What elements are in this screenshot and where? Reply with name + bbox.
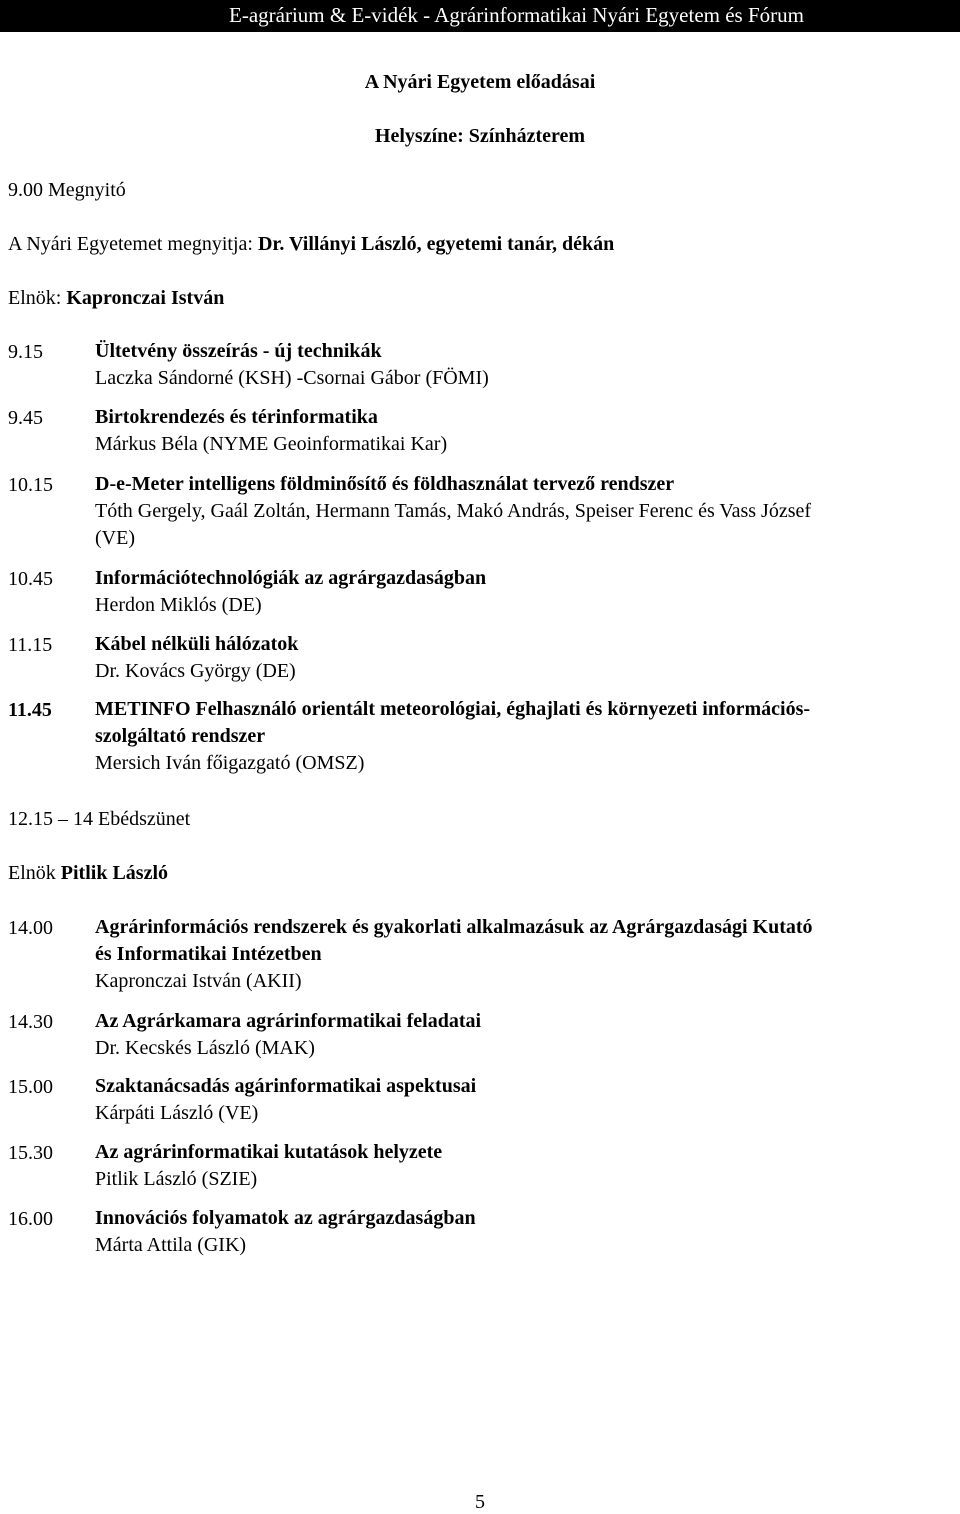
session-title: Az agrárinformatikai kutatások helyzete [95,1141,443,1163]
session-time: 15.00 [8,1076,53,1098]
session-time: 10.15 [8,474,53,496]
header-title: E-agrárium & E-vidék - Agrárinformatikai Nyári Egyetem és Fórum [229,3,804,27]
session-entry [95,1139,442,1193]
main-heading: A Nyári Egyetem előadásai [364,71,596,93]
session-time: 9.15 [8,341,43,363]
session-entry [95,696,810,777]
session-time: 15.30 [8,1142,53,1164]
chair-line-2 [8,861,168,885]
session-speaker: Herdon Miklós (DE) [95,594,262,616]
session-title: Ültetvény összeírás - új technikák [95,340,382,362]
chair-name: Pitlik László [60,862,169,884]
session-entry [95,471,811,552]
opening-time: 9.00 Megnyitó [8,179,126,201]
session-title: Az Agrárkamara agrárinformatikai feladatai [95,1010,482,1032]
session-speaker: Dr. Kecskés László (MAK) [95,1037,315,1059]
session-entry [95,338,489,392]
session-entry [95,1205,476,1259]
session-time: 11.45 [8,699,52,721]
chair-name: Kapronczai István [66,287,225,309]
session-time: 10.45 [8,568,53,590]
session-time: 14.00 [8,917,53,939]
session-entry [95,565,486,619]
chair-line-1 [8,286,224,310]
session-time: 14.30 [8,1011,53,1033]
session-time: 11.15 [8,634,53,656]
session-title: METINFO Felhasználó orientált meteorológiai, éghajlati és környezeti információs- [95,698,811,720]
session-entry [95,914,813,995]
session-speaker: Dr. Kovács György (DE) [95,660,296,682]
opener-prefix: A Nyári Egyetemet megnyitja: [8,233,258,255]
session-speaker: Tóth Gergely, Gaál Zoltán, Hermann Tamás, Makó András, Speiser Ferenc és Vass József [95,500,812,522]
session-speaker: Kapronczai István (AKII) [95,970,302,992]
session-speaker: Kárpáti László (VE) [95,1102,259,1124]
session-entry [95,631,298,685]
opening-line [8,232,614,256]
session-title: D-e-Meter intelligens földminősítő és földhasználat tervező rendszer [95,473,675,495]
chair-prefix: Elnök: [8,287,67,309]
session-speaker: Mersich Iván főigazgató (OMSZ) [95,752,365,774]
page-number: 5 [475,1491,485,1513]
session-time: 16.00 [8,1208,53,1230]
session-time: 9.45 [8,407,43,429]
session-title: Agrárinformációs rendszerek és gyakorlati alkalmazásuk az Agrárgazdasági Kutató [95,916,813,938]
session-speaker: Laczka Sándorné (KSH) -Csornai Gábor (FÖMI) [95,367,489,389]
session-title: Kábel nélküli hálózatok [95,633,299,655]
chair-prefix: Elnök [8,862,61,884]
session-speaker: Pitlik László (SZIE) [95,1168,258,1190]
session-title: Információtechnológiák az agrárgazdaságban [95,567,487,589]
session-title-cont: és Informatikai Intézetben [95,943,322,965]
session-title-cont: szolgáltató rendszer [95,725,266,747]
session-entry [95,1073,476,1127]
session-title: Innovációs folyamatok az agrárgazdaságban [95,1207,476,1229]
session-title: Szaktanácsadás agárinformatikai aspektusai [95,1075,477,1097]
session-speaker: Márkus Béla (NYME Geoinformatikai Kar) [95,433,448,455]
session-speaker: Márta Attila (GIK) [95,1234,247,1256]
opener-name: Dr. Villányi László, egyetemi tanár, dékán [257,233,615,255]
header-bar [0,0,960,32]
session-entry [95,1008,481,1062]
session-entry [95,404,447,458]
lunch-break: 12.15 – 14 Ebédszünet [8,808,191,830]
venue-heading: Helyszíne: Színházterem [374,125,586,147]
session-title: Birtokrendezés és térinformatika [95,406,378,428]
session-speaker-cont: (VE) [95,527,135,549]
